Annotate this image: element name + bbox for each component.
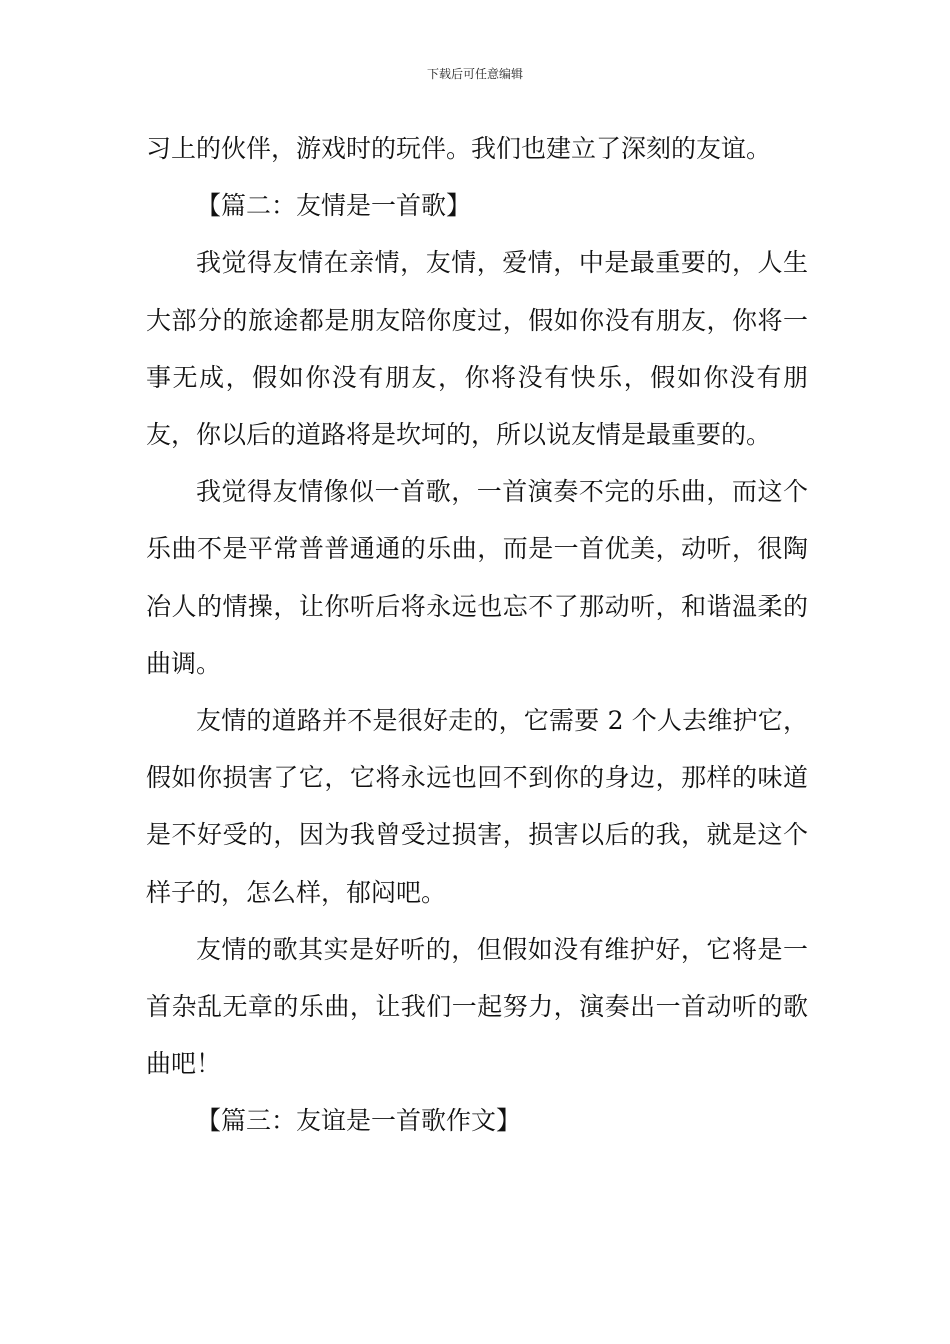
paragraph: 我觉得友情像似一首歌，一首演奏不完的乐曲，而这个乐曲不是平常普普通通的乐曲，而是一首优美，动听，很陶冶人的情操，让你听后将永远也忘不了那动听，和谐温柔的曲调。	[146, 477, 808, 678]
section-heading-2: 【篇二：友情是一首歌】	[196, 191, 472, 221]
header-note: 下载后可任意编辑	[426, 67, 523, 81]
paragraph: 友情的道路并不是很好走的，它需要 2 个人去维护它，假如你损害了它，它将永远也回不到你的身边，那样的味道是不好受的，因为我曾受过损害，损害以后的我，就是这个样子的，怎么样，郁闷吧。	[146, 706, 808, 907]
section-heading-3: 【篇三：友谊是一首歌作文】	[196, 1106, 522, 1136]
document-body	[146, 120, 808, 1150]
paragraph-continuation: 习上的伙伴，游戏时的玩伴。我们也建立了深刻的友谊。	[146, 134, 772, 163]
paragraph: 我觉得友情在亲情，友情，爱情，中是最重要的，人生大部分的旅途都是朋友陪你度过，假如你没有朋友，你将一事无成，假如你没有朋友，你将没有快乐，假如你没有朋友，你以后的道路将是坎坷的，所以说友情是最重要的。	[146, 248, 808, 450]
paragraph: 友情的歌其实是好听的，但假如没有维护好，它将是一首杂乱无章的乐曲，让我们一起努力，演奏出一首动听的歌曲吧！	[146, 934, 808, 1079]
